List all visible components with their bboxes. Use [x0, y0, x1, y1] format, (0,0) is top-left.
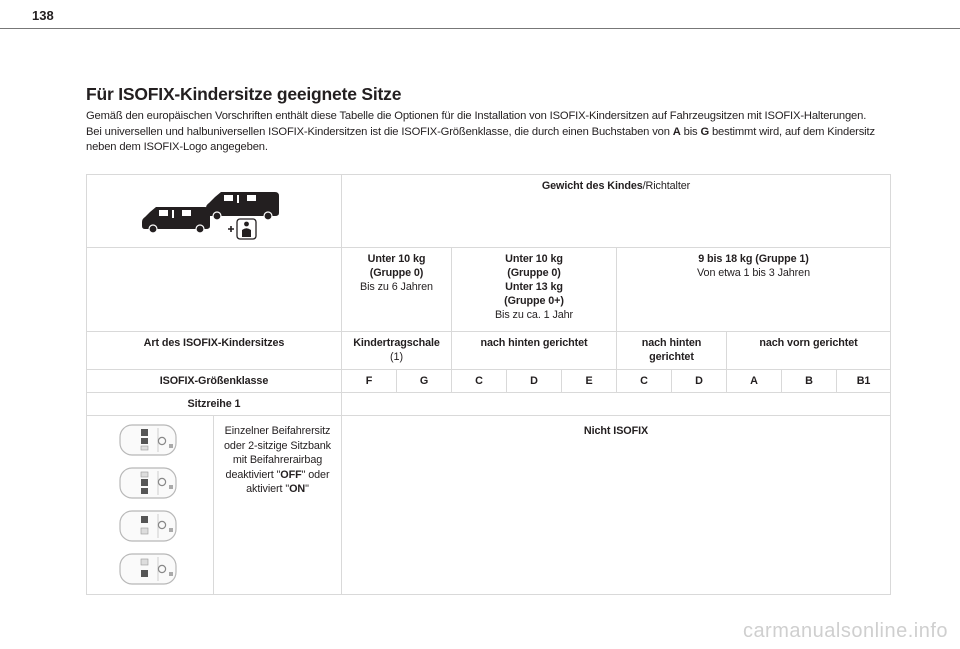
seat-plan-single-alt-icon [117, 551, 179, 587]
seat-plan-single-icon [117, 508, 179, 544]
group-1-age: Von etwa 1 bis 3 Jahren [697, 267, 810, 279]
group-0plus-line-2: (Gruppe 0) [507, 267, 561, 279]
intro-part-b: bis [680, 125, 701, 138]
size-class-cell: C [452, 370, 507, 393]
group-0plus-line-1: Unter 10 kg [505, 253, 563, 265]
table-row-front-passenger [87, 416, 891, 595]
size-class-cell: B [782, 370, 837, 393]
not-isofix-cell: Nicht ISOFIX [342, 416, 891, 595]
size-class-cell: D [507, 370, 562, 393]
intro-letter-a: A [672, 125, 681, 138]
intro-text [86, 109, 896, 156]
vehicle-logo-cell [87, 175, 342, 248]
group-0-line-1: Unter 10 kg [367, 253, 426, 265]
empty-cell [342, 393, 891, 416]
size-class-cell: E [562, 370, 617, 393]
table-row-size-classes [87, 370, 891, 393]
carrycot-label: Kindertragschale [353, 337, 440, 349]
size-class-cell: B1 [837, 370, 891, 393]
group-0plus-line-3: Unter 13 kg [505, 281, 563, 293]
size-class-cell: D [672, 370, 727, 393]
carrycot-note: (1) [390, 351, 403, 363]
isofix-table [86, 174, 891, 595]
airbag-off-label: OFF [280, 468, 302, 481]
group-1-cell [617, 248, 891, 332]
group-0-age: Bis zu 6 Jahren [360, 281, 433, 293]
table-row-types [87, 332, 891, 370]
size-class-cell: G [397, 370, 452, 393]
group-0plus-cell [452, 248, 617, 332]
plus-icon [228, 226, 234, 232]
intro-line-2 [86, 125, 896, 156]
rear-facing-cell-2: nach hinten gerichtet [617, 332, 727, 370]
seat-description-cell [214, 416, 342, 595]
airbag-on-label: ON [289, 483, 306, 495]
intro-part-c: bestimmt wird, auf dem Kindersitz neben dem ISOFIX-Logo angegeben. [86, 125, 875, 153]
empty-cell [87, 248, 342, 332]
intro-letter-g: G [700, 125, 710, 138]
table-row-seat-row-1 [87, 393, 891, 416]
group-1-line-1: 9 bis 18 kg (Gruppe 1) [698, 253, 809, 265]
child-seat-icon [237, 219, 256, 239]
size-class-cell: C [617, 370, 672, 393]
rear-facing-cell-1: nach hinten gerichtet [452, 332, 617, 370]
intro-part-a: Bei universellen und halbuniversellen ISOFIX-Kindersitzen ist die ISOFIX-Größenklasse, die durch einen Buchstaben von [86, 125, 673, 138]
forward-facing-cell: nach vorn gerichtet [727, 332, 891, 370]
weight-header-cell [342, 175, 891, 248]
seat-plan-bench-icon [117, 422, 179, 458]
van-rear-icon [206, 192, 279, 220]
seat-plans [87, 422, 213, 587]
size-class-cell: F [342, 370, 397, 393]
seat-plan-bench-alt-icon [117, 465, 179, 501]
van-front-icon [142, 207, 210, 233]
seat-plan-cell [87, 416, 214, 595]
intro-line-1: Gemäß den europäischen Vorschriften enthält diese Tabelle die Optionen für die Installation von ISOFIX-Kindersitzen auf Fahrzeugsitzen mit ISOFIX-Halterungen. [86, 110, 867, 122]
seat-desc-part-1: Einzelner Beifahrersitz oder 2-sitzige Sitzbank mit Beifahrerairbag deaktiviert " [224, 425, 331, 481]
type-label-cell: Art des ISOFIX-Kindersitzes [87, 332, 342, 370]
table-row-groups [87, 248, 891, 332]
page-number: 138 [32, 8, 54, 23]
weight-header-bold: Gewicht des Kindes [541, 180, 643, 192]
van-vehicles-icon [87, 183, 343, 243]
group-0plus-line-4: (Gruppe 0+) [504, 295, 564, 307]
watermark: carmanualsonline.info [742, 620, 948, 642]
section-title: Für ISOFIX-Kindersitze geeignete Sitze [86, 84, 402, 104]
carrycot-cell [342, 332, 452, 370]
size-label-cell: ISOFIX-Größenklasse [87, 370, 342, 393]
header-rule [0, 28, 960, 29]
group-0-line-2: (Gruppe 0) [369, 267, 424, 279]
group-0plus-age: Bis zu ca. 1 Jahr [494, 309, 574, 321]
group-0-cell [342, 248, 452, 332]
seat-desc-part-3: " [305, 483, 309, 495]
size-class-cell: A [727, 370, 782, 393]
seat-desc-part-2: " oder aktiviert " [246, 468, 330, 495]
weight-header-rest: /Richtalter [642, 180, 691, 192]
seat-row-label: Sitzreihe 1 [87, 393, 342, 416]
table-row-header [87, 175, 891, 248]
